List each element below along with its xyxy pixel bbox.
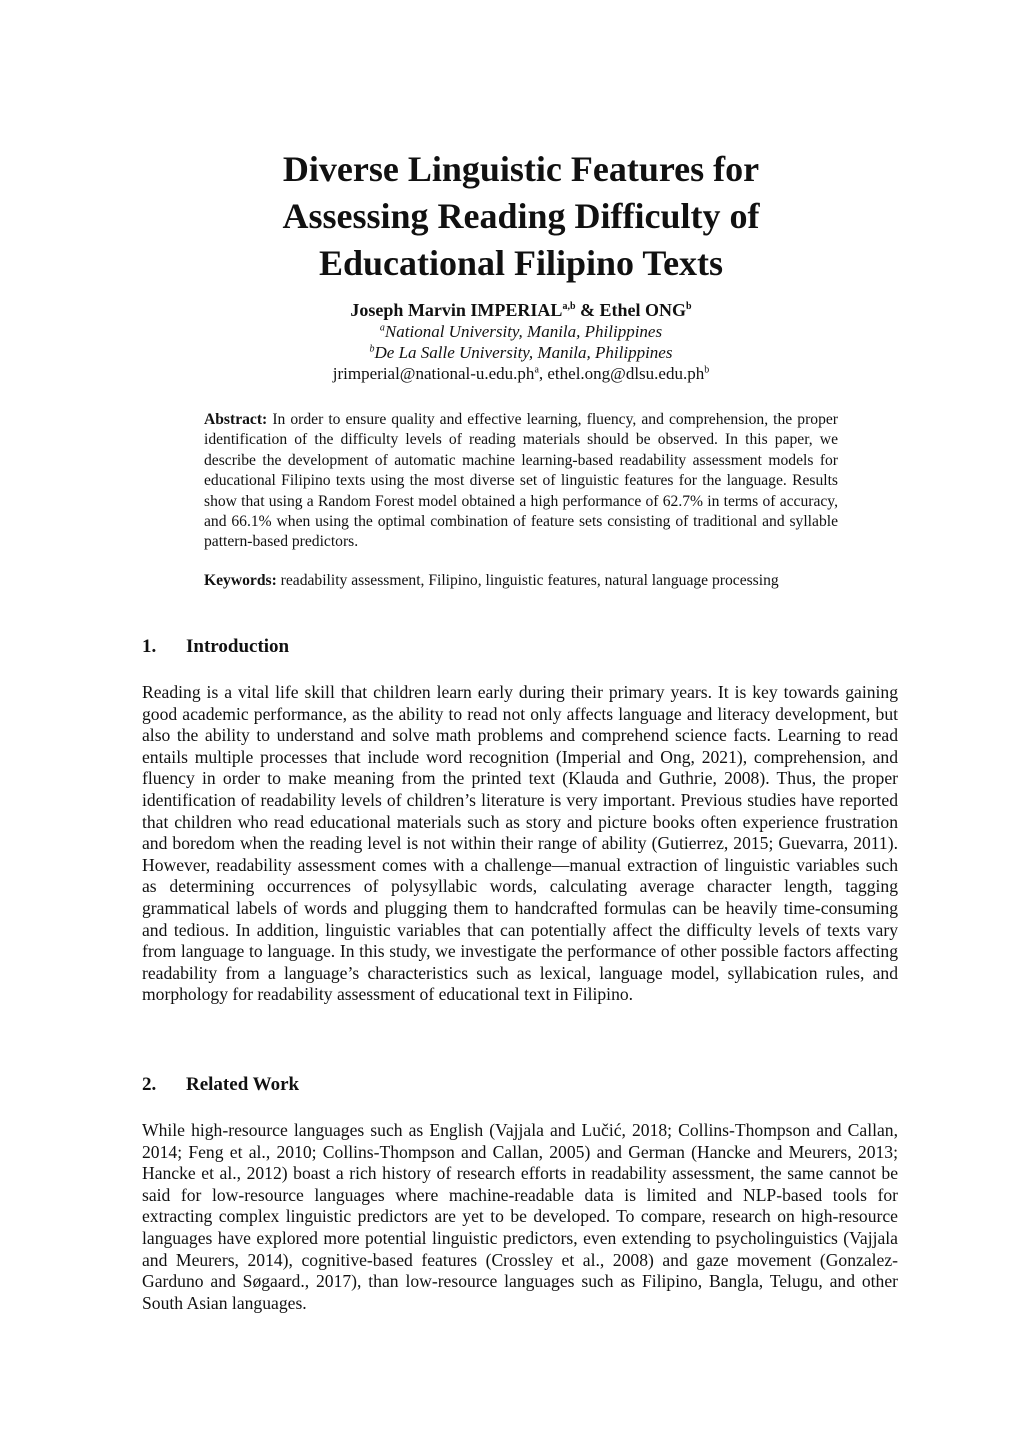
author-1-affiliation-marker: a,b [562, 301, 576, 312]
author-names [150, 300, 892, 321]
author-2-name: Ethel ONG [599, 300, 687, 320]
affiliation-text: National University, Manila, Philippines [384, 322, 663, 341]
affiliation-a [150, 321, 892, 342]
paper-title [150, 146, 892, 287]
affiliation-b [150, 342, 892, 363]
abstract [204, 410, 838, 553]
author-conjunction: & [580, 300, 595, 320]
section-number: 1. [142, 636, 157, 657]
author-emails: $jrimperial@national-u.edu.ph^a$, $ethel.ong@dlsu.edu.ph^b$ [332, 364, 710, 383]
abstract-text: In order to ensure quality and effective learning, fluency, and comprehension, the proper identification of the difficulty levels of reading materials should be observed. In this paper, we describe the development of automatic machine learning-based readability assessment models for educational Filipino texts using the most diverse set of linguistic features for the language. Results show that using a Random Forest model obtained a high performance of 62.7% in terms of accuracy, and 66.1% when using the optimal combination of feature sets consisting of traditional and syllable pattern-based predictors. [204, 411, 838, 551]
author-block [150, 300, 892, 384]
title-line: Diverse Linguistic Features for [282, 149, 760, 189]
section-title: Introduction [186, 636, 290, 657]
email-1-marker: a [534, 364, 539, 376]
section-title: Related Work [186, 1074, 300, 1095]
abstract-label: Abstract: [204, 411, 268, 428]
title-line: Educational Filipino Texts [318, 243, 724, 283]
keywords [204, 571, 854, 591]
email-1: jrimperial@national-u.edu.ph [332, 364, 535, 383]
title-line: Assessing Reading Difficulty of [282, 196, 760, 236]
section-heading-introduction [142, 636, 289, 658]
affiliation-marker: b [369, 343, 375, 355]
affiliation-marker: a [379, 322, 385, 334]
author-2-affiliation-marker: b [686, 301, 692, 312]
author-1-name: Joseph Marvin IMPERIAL [350, 300, 563, 320]
related-work-paragraph: While high-resource languages such as English (Vajjala and Lučić, 2018; Collins-Thompson and Callan, 2014; Feng et al., 2010; Collins-Thompson and Callan, 2005) and German (Hancke and Meurers, 2013; Hancke et al., 2012) boast a rich history of research efforts in readability assessment, the same cannot be said for low-resource languages where machine-readable data is limited and NLP-based tools for extracting complex linguistic predictors are yet to be developed. To compare, research on high-resource languages have explored more potential linguistic predictors, even extending to psycholinguistics (Vajjala and Meurers, 2014), cognitive-based features (Crossley et al., 2008) and gaze movement (Gonzalez-Garduno and Søgaard., 2017), than low-resource languages such as Filipino, Bangla, Telugu, and other South Asian languages. [142, 1120, 898, 1313]
email-2-marker: b [704, 364, 710, 376]
email-2: ethel.ong@dlsu.edu.ph [547, 364, 705, 383]
keywords-text: readability assessment, Filipino, linguistic features, natural language processing [280, 572, 779, 589]
introduction-paragraph: Reading is a vital life skill that children learn early during their primary years. It is key towards gaining good academic performance, as the ability to read not only affects language and literacy development, but also the ability to understand and solve math problems and comprehend science facts. Learning to read entails multiple processes that include word recognition (Imperial and Ong, 2021), comprehension, and fluency in order to make meaning from the printed text (Klauda and Guthrie, 2008). Thus, the proper identification of readability levels of children’s literature is very important. Previous studies have reported that children who read educational materials such as story and picture books often experience frustration and boredom when the reading level is not within their range of ability (Gutierrez, 2015; Guevarra, 2011). However, readability assessment comes with a challenge—manual extraction of linguistic variables such as determining occurrences of polysyllabic words, calculating average character length, tagging grammatical labels of words and plugging them to handcrafted formulas can be heavily time-consuming and tedious. In addition, linguistic variables that can potentially affect the difficulty levels of texts vary from language to language. In this study, we investigate the performance of other possible factors affecting readability from a language’s characteristics such as lexical, language model, syllabication rules, and morphology for readability assessment of educational text in Filipino. [142, 682, 898, 1005]
section-heading-related-work [142, 1074, 299, 1096]
section-number: 2. [142, 1074, 157, 1095]
keywords-label: Keywords: [204, 572, 277, 589]
affiliation-text: De La Salle University, Manila, Philippines [374, 343, 673, 362]
